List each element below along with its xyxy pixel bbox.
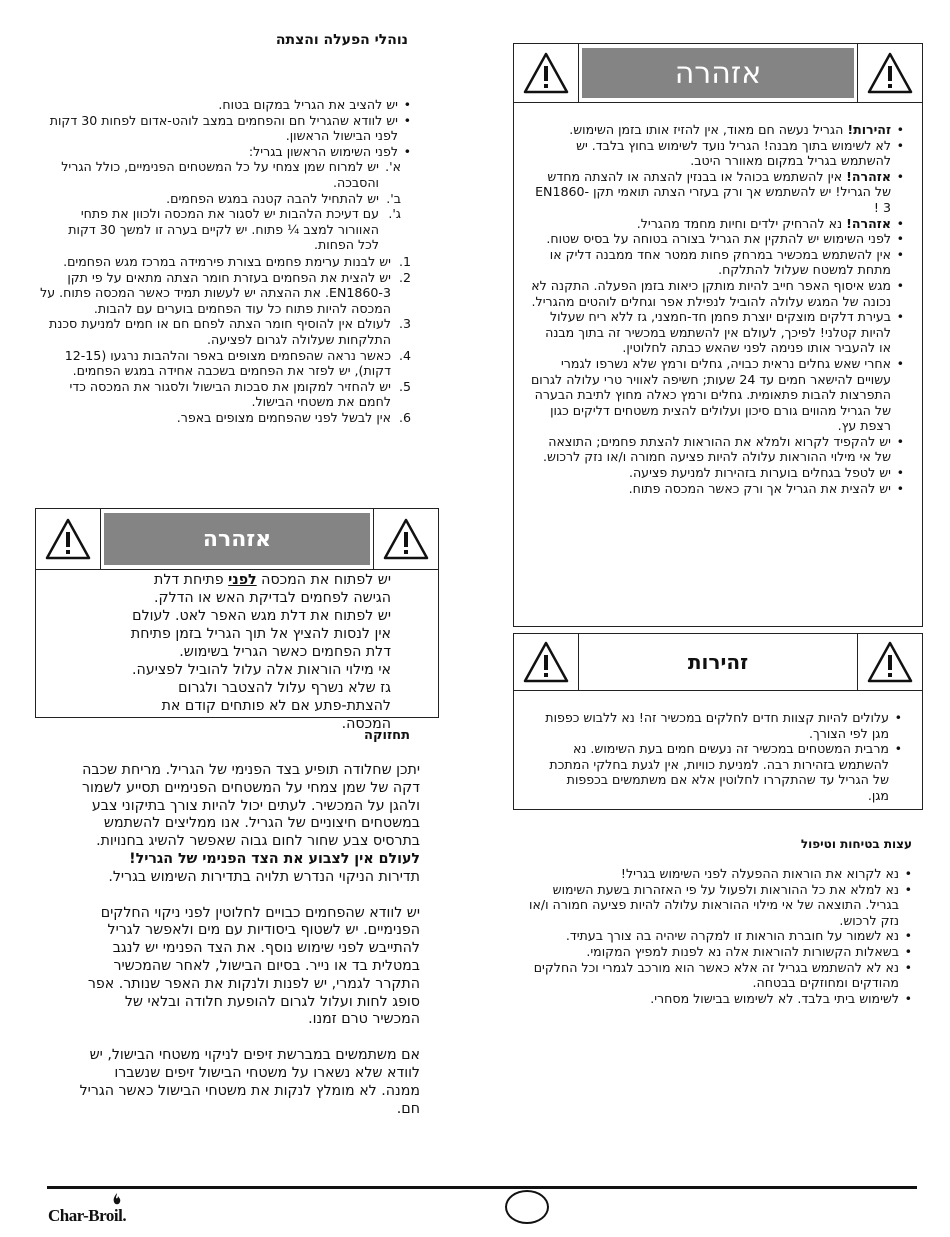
page-number-oval xyxy=(505,1190,549,1224)
list-item: • אחרי שאש גחלים נראית כבויה, גחלים ורמץ שלא נשרפו לגמרי עשויים להישאר חמים עד 24 שעות; חשיפה לאוויר טרי עלולה לגרום התפרצות להבות פתאומית. גחלים ורמץ כאלה מחוץ לתיבת הבערה של הגריל מהווים גורם סיכון ועלולים להצית משטחים דליקים כגון רצפת עץ. xyxy=(530,356,904,434)
list-item: 1. יש לבנות ערימת פחמים בצורת פירמידה במרכז מגש הפחמים. xyxy=(63,253,411,269)
maintenance-text xyxy=(78,762,420,1118)
list-item: • אזהרה! נא להרחיק ילדים וחיות מחמד מהגריל. xyxy=(530,216,904,232)
caution-list xyxy=(544,710,902,804)
warning-header xyxy=(36,509,438,570)
warning-text xyxy=(124,571,391,733)
maintenance-paragraph: אם משתמשים במברשת זיפים לניקוי משטחי הבישול, יש לוודא שלא נשארו על משטחי הבישול זיפים שנשברו ממנה. לא מומלץ לנקות את משטחי הבישול כאשר הגריל חם. xyxy=(79,1047,420,1117)
maintenance-paragraph: יתכן שחלודה תופיע בצד הפנימי של הגריל. מריחת שכבה דקה של שמן צמחי על המשטחים הפנימיים תסייע לשמור ולהגן על המכשיר. לעתים יכול להיות צורך בתיקוני צבע במשטחים חיצוניים של הגריל. אנו ממליצים להשתמש בתרסיס צבע שחור לחום גבוה שאפשר להשיג בחנויות. לעולם אין לצבוע את הצד הפנימי של הגריל! xyxy=(81,762,420,867)
warning-triangle-icon xyxy=(373,509,438,569)
warning-triangle-icon xyxy=(514,634,579,690)
lighting-steps xyxy=(40,254,411,426)
warning-box-general xyxy=(513,43,923,627)
list-item: א'. יש למרוח שמן צמחי על כל המשטחים הפנימיים, כולל הגריל והסבכה. xyxy=(61,159,401,190)
brand-logo xyxy=(48,1192,148,1228)
list-item: • יש לטפל בגחלים בוערות בזהירות למניעת פציעה. xyxy=(530,465,904,481)
list-item: • בעירת דלקים מוצקים יוצרת פחמן חד-חמצני, גז ללא ריח שעלול להיות קטלני! לפיכך, לעולם אין להשתמש במכשיר זה בתוך מבנה או להעביר אותו פנימה לפני שהאש כבתה לחלוטין. xyxy=(530,309,904,356)
list-item: • נא לא להשתמש בגריל זה אלא כאשר הוא מורכב לגמרי וכל החלקים מהודקים ומחוזקים בבטחה. xyxy=(526,960,912,991)
list-item: • לשימוש ביתי בלבד. לא לשימוש בבישול מסחרי. xyxy=(526,991,912,1007)
safety-list xyxy=(526,866,912,1006)
list-item: • מרבית המשטחים במכשיר זה נעשים חמים בעת השימוש. נא להשתמש בזהירות רבה. למניעת כוויות, אין לגעת בחלקי המתכת של הגריל עד שהתקררו לחלוטין אלא אם משתמשים בכפפות מגן. xyxy=(544,741,902,803)
warning-header xyxy=(514,44,922,103)
list-item: 4. כאשר נראה שהפחמים מצופים באפר והלהבות נרגעו (12-15 דקות), יש לפזר את הפחמים בשכבה אחידה במגש הפחמים. xyxy=(64,347,411,379)
list-item: • לפני השימוש יש להתקין את הגריל בצורה בטוחה על בסיס שטוח. xyxy=(530,231,904,247)
brand-logo-text: Char-Broil. xyxy=(48,1206,127,1225)
list-item: • זהירות! הגריל נעשה חם מאוד, אין להזיז אותו בזמן השימוש. xyxy=(530,122,904,138)
warning-line: יש לפתוח את דלת מגש האפר לאט. לעולם אין לנסות להציץ אל תוך הגריל בזמן פתיחת דלת הפחמים כאשר הגריל בשימוש. xyxy=(130,608,391,660)
warning-line: יש לפתוח את המכסה לפני פתיחת דלת הגישה לפחמים לבדיקת האש או הדלק. xyxy=(154,572,391,606)
warning-triangle-icon xyxy=(514,44,579,102)
list-item: • יש להקפיד לקרוא ולמלא את ההוראות להצתת פחמים; התוצאה של אי מילוי ההוראות עלולה להיות פציעה חמורה ו/או נזק לרכוש. xyxy=(530,434,904,465)
list-item: • מגש איסוף האפר חייב להיות מותקן כיאות בזמן הפעלה. התקנה לא נכונה של המגש עלולה להוביל לנפילת אפר וגחלים לוהטים מהגריל. xyxy=(530,278,904,309)
warning-title: אזהרה xyxy=(582,48,854,98)
list-item: • נא לשמור על חוברת הוראות זו למקרה שיהיה בה צורך בעתיד. xyxy=(526,928,912,944)
warning-line: אי מילוי הוראות אלה עלול להוביל לפציעה. xyxy=(132,662,391,678)
operation-heading: נוהלי הפעלה והצתה xyxy=(275,32,408,48)
list-item: 5. יש להחזיר למקומן את סבכות הבישול ולסגור את המכסה כדי לחמם את משטחי הבישול. xyxy=(69,378,411,410)
list-item: 3. לעולם אין להוסיף חומר הצתה לפחם חם או חמים למניעת סכנת התלקחות שעלולה לגרום לפציעה. xyxy=(49,316,411,347)
warning-title: אזהרה xyxy=(104,513,370,565)
operation-section xyxy=(40,97,411,425)
maintenance-paragraph: תדירות הניקוי הנדרש תלויה בתדירות השימוש בגריל. xyxy=(108,868,420,885)
warning-line: גז שלא נשרף עלול להצטבר ולגרום להצתת-פתע אם לא פותחים קודם את המכסה. xyxy=(161,680,391,732)
list-item: • לא לשימוש בתוך מבנה! הגריל נועד לשימוש בחוץ בלבד. יש להשתמש בגריל במקום מאוורר היטב. xyxy=(530,138,904,169)
list-item: ג'. עם דעיכת הלהבות יש לסגור את המכסה ולכוון את פתחי האוורור למצב ¼ פתוח. יש לקיים בערה זו למשך 30 דקות לכל הפחות. xyxy=(68,206,401,253)
warning-triangle-icon xyxy=(857,634,922,690)
list-item: • יש להציב את הגריל במקום בטוח. xyxy=(40,97,411,113)
footer-rule xyxy=(47,1186,917,1189)
warning-list xyxy=(530,122,904,496)
maintenance-paragraph: יש לוודא שהפחמים כבויים לחלוטין לפני ניקוי החלקים הפנימיים. יש לשטוף ביסודיות עם מים ולאפשר לגריל להתייבש לפני שימוש נוסף. את הצד הפנימי יש לנגב במטלית בד או נייר. בסיום הבישול, לאחר שהמכשיר התקרר לגמרי, יש לפנות ולנקות את האפר שנותר. אפר סופג לחות ועלול לגרום להופעת חלודה ובלאי של המכשיר טרם זמנו. xyxy=(87,904,420,1028)
list-item: • עלולים להיות קצוות חדים לחלקים במכשיר זה! נא ללבוש כפפות מגן לפי הצורך. xyxy=(544,710,902,741)
list-item: • לפני השימוש הראשון בגריל: xyxy=(40,144,411,160)
caution-header xyxy=(514,634,922,691)
maintenance-heading: תחזוקה xyxy=(364,728,410,743)
first-use-substeps xyxy=(40,159,411,253)
warning-triangle-icon xyxy=(857,44,922,102)
list-item: 2. יש להצית את הפחמים בעזרת חומר הצתה מתאים על פי תקן EN1860-3. את ההצתה יש לעשות תמיד כאשר המכסה פתוח. על המכסה להיות פתוח כל עוד הפחמים בוערים עם להבות. xyxy=(40,269,411,316)
warning-triangle-icon xyxy=(36,509,101,569)
list-item: • יש לוודא שהגריל חם והפחמים במצב לוהט-אדום לפחות 30 דקות לפני הבישול הראשון. xyxy=(40,113,411,144)
safety-heading: עצות בטיחות וטיפול xyxy=(800,837,912,851)
list-item: 6. אין לבשל לפני שהפחמים מצופים באפר. xyxy=(176,409,411,425)
caution-box xyxy=(513,633,923,810)
list-item: ב'. יש להתחיל להבה קטנה במגש הפחמים. xyxy=(166,190,401,206)
warning-box-lid xyxy=(35,508,439,732)
list-item: • בשאלות הקשורות להוראות אלה נא לפנות למפיץ המקומי. xyxy=(526,944,912,960)
list-item: • נא לקרוא את הוראות ההפעלה לפני השימוש בגריל! xyxy=(526,866,912,882)
caution-title: זהירות xyxy=(687,650,749,674)
list-item: • נא למלא את כל ההוראות ולפעול על פי האזהרות בשעת השימוש בגריל. התוצאה של אי מילוי ההוראות עלולה להיות פציעה חמורה ו/או נזק לרכוש. xyxy=(526,882,912,929)
operation-bullets xyxy=(40,97,411,159)
list-item: • אין להשתמש במכשיר במרחק פחות ממטר אחד ממבנה דליק או מתחת למשטח שעלול להתלקח. xyxy=(530,247,904,278)
list-item: • אזהרה! אין להשתמש בכוהל או בבנזין להצתה או להצתה מחדש של הגריל! יש להשתמש אך ורק בעזרי הצתה תואמי תקן EN1860-3 ! xyxy=(530,169,904,216)
list-item: • יש להצית את הגריל אך ורק כאשר המכסה פתוח. xyxy=(530,481,904,497)
